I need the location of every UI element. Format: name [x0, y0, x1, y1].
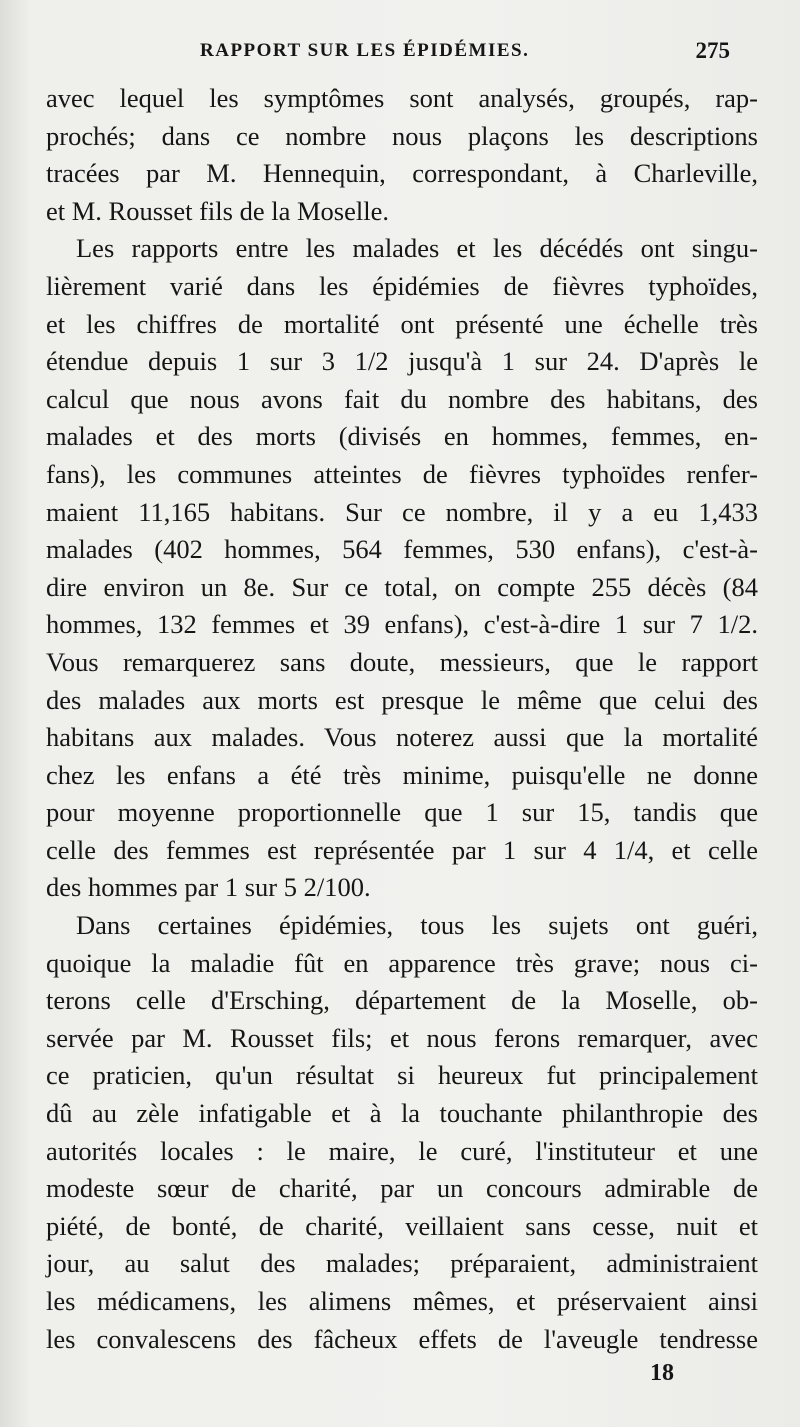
text-line: étendue depuis 1 sur 3 1/2 jusqu'à 1 sur 24. D'après le [46, 346, 758, 377]
running-title: RAPPORT SUR LES ÉPIDÉMIES. [200, 40, 530, 61]
text-line: pour moyenne proportionnelle que 1 sur 15, tandis que [46, 797, 758, 828]
text-line: terons celle d'Ersching, département de la Moselle, ob- [46, 985, 758, 1016]
text-line: malades et des morts (divisés en hommes, femmes, en- [46, 421, 758, 452]
text-line: hommes, 132 femmes et 39 enfans), c'est-à-dire 1 sur 7 1/2. [46, 609, 758, 640]
text-line: dû au zèle infatigable et à la touchante philanthropie des [46, 1098, 758, 1129]
text-line: avec lequel les symptômes sont analysés, groupés, rap- [46, 83, 758, 113]
text-line: habitans aux malades. Vous noterez aussi que la mortalité [46, 722, 758, 753]
text-line: et les chiffres de mortalité ont présenté une échelle très [46, 308, 758, 339]
text-line: et M. Rousset fils de la Moselle. [46, 195, 389, 226]
text-line: ce praticien, qu'un résultat si heureux fut principalement [46, 1060, 758, 1091]
text-line: prochés; dans ce nombre nous plaçons les descriptions [46, 120, 758, 151]
text-line: jour, au salut des malades; préparaient, administraient [46, 1248, 758, 1279]
text-line: les convalescens des fâcheux effets de l'aveugle tendresse [46, 1323, 758, 1354]
signature-mark: 18 [650, 1360, 674, 1386]
page-header [200, 40, 730, 76]
page-number: 275 [695, 38, 730, 63]
text-line: tracées par M. Hennequin, correspondant, à Charleville, [46, 158, 758, 189]
text-line: servée par M. Rousset fils; et nous ferons remarquer, avec [46, 1022, 758, 1053]
text-line: piété, de bonté, de charité, veillaient sans cesse, nuit et [46, 1210, 758, 1241]
text-line: fans), les communes atteintes de fièvres typhoïdes renfer- [46, 458, 758, 489]
text-line: Dans certaines épidémies, tous les sujets ont guéri, [76, 910, 758, 941]
text-line: quoique la maladie fût en apparence très grave; nous ci- [46, 947, 758, 978]
text-line: autorités locales : le maire, le curé, l'instituteur et une [46, 1135, 758, 1166]
text-line: chez les enfans a été très minime, puisqu'elle ne donne [46, 759, 758, 790]
text-line: Vous remarquerez sans doute, messieurs, que le rapport [46, 646, 758, 677]
text-line: des malades aux morts est presque le même que celui des [46, 684, 758, 715]
text-line: calcul que nous avons fait du nombre des habitans, des [46, 383, 758, 414]
text-line: des hommes par 1 sur 5 2/100. [46, 872, 371, 903]
text-line: modeste sœur de charité, par un concours admirable de [46, 1173, 758, 1204]
body-text [46, 80, 758, 1358]
text-line: les médicamens, les alimens mêmes, et préservaient ainsi [46, 1286, 758, 1316]
text-line: dire environ un 8e. Sur ce total, on compte 255 décès (84 [46, 571, 758, 602]
text-line: celle des femmes est représentée par 1 sur 4 1/4, et celle [46, 834, 758, 865]
text-line: Les rapports entre les malades et les décédés ont singu- [76, 233, 758, 264]
text-line: maient 11,165 habitans. Sur ce nombre, il y a eu 1,433 [46, 496, 758, 527]
text-line: malades (402 hommes, 564 femmes, 530 enfans), c'est-à- [46, 534, 758, 565]
text-line: lièrement varié dans les épidémies de fièvres typhoïdes, [46, 270, 758, 301]
